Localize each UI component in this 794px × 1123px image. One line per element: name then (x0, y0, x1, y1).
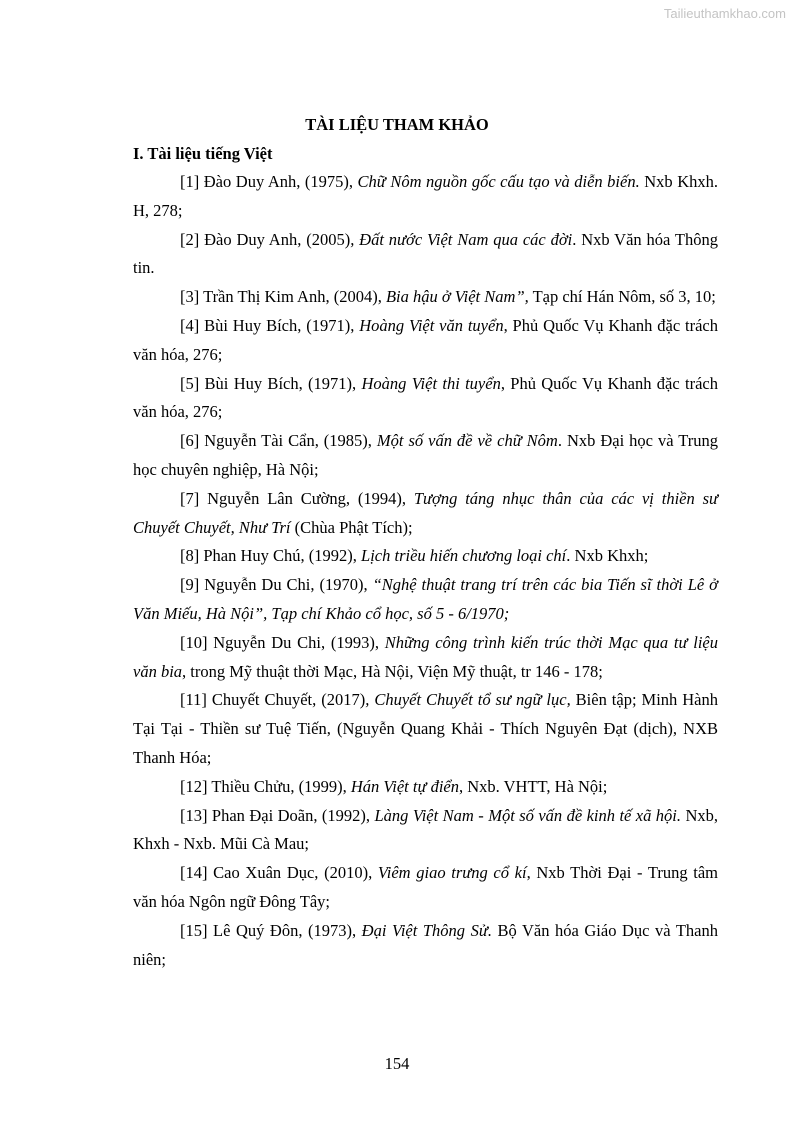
reference-item (133, 226, 718, 284)
reference-text: [14] Cao Xuân Dục, (2010), (180, 863, 378, 883)
reference-title: Tượng táng nhục thân của các vị thiền sư Chuyết Chuyết, Như Trí (133, 488, 719, 537)
reference-text: [4] Bùi Huy Bích, (1971), (180, 315, 360, 335)
reference-title: Hoàng Việt thi tuyển (361, 373, 501, 393)
reference-item (133, 629, 718, 687)
reference-text: Bộ Văn hóa Giáo Dục và Thanh niên; (133, 920, 718, 969)
reference-text: [13] Phan Đại Doãn, (1992), (180, 805, 375, 825)
reference-text: [12] Thiều Chửu, (1999), (180, 776, 351, 796)
reference-title: Một số vấn đề về chữ Nôm (376, 431, 558, 451)
reference-item (133, 571, 718, 629)
reference-text: [2] Đào Duy Anh, (2005) (180, 229, 351, 249)
reference-title: Hoàng Việt văn tuyển (359, 315, 504, 335)
reference-title: Chữ Nôm nguồn gốc cấu tạo và diễn biến. (357, 172, 640, 191)
reference-text: . Nxb Văn hóa Thông tin. (133, 229, 718, 278)
reference-title: Đại Việt Thông Sử. (361, 920, 492, 940)
reference-text: (Chùa Phật Tích); (290, 517, 413, 537)
reference-item (133, 917, 718, 975)
reference-item (133, 859, 718, 917)
reference-item (133, 168, 718, 226)
reference-text: , Phủ Quốc Vụ Khanh đặc trách văn hóa, 276; (133, 373, 718, 422)
reference-text: , trong Mỹ thuật thời Mạc, Hà Nội, Viện Mỹ thuật, tr 146 - 178; (182, 661, 603, 681)
reference-title: “Nghệ thuật trang trí trên các bia Tiến sĩ thời Lê ở Văn Miếu, Hà Nội”, Tạp chí Khảo cổ học, số 5 - 6/1970; (133, 575, 718, 623)
section-heading: I. Tài liệu tiếng Việt (133, 144, 273, 163)
reference-item (133, 427, 718, 485)
reference-item (133, 542, 718, 571)
reference-text: [9] Nguyễn Du Chi, (1970), (180, 575, 373, 595)
reference-item (133, 773, 718, 802)
page-number: 154 (384, 1054, 410, 1073)
reference-text: [6] Nguyễn Tài Cẩn, (1985), (180, 431, 377, 451)
reference-text: Nxb, Khxh - Nxb. Mũi Cà Mau; (133, 805, 719, 854)
reference-text: Nxb Khxh. H, 278; (133, 172, 718, 220)
reference-text: [10] Nguyễn Du Chi, (1993), (180, 632, 385, 652)
reference-item (133, 686, 718, 772)
reference-text: [15] Lê Quý Đôn, (1973), (180, 920, 362, 940)
reference-item (133, 283, 718, 312)
reference-text: , Phủ Quốc Vụ Khanh đặc trách văn hóa, 276; (133, 315, 718, 364)
reference-list (133, 168, 718, 974)
reference-text: [8] Phan Huy Chú, (1992), (180, 546, 362, 566)
reference-text: [5] Bùi Huy Bích, (1971), (180, 373, 362, 393)
reference-text: . Nxb Đại học và Trung học chuyên nghiệp, Hà Nội; (133, 431, 718, 479)
reference-title: Những công trình kiến trúc thời Mạc qua tư liệu văn bia (133, 632, 718, 681)
watermark: Tailieuthamkhao.com (663, 6, 786, 21)
reference-text: [11] Chuyết Chuyết, (2017) (180, 690, 366, 710)
reference-text: , Nxb. VHTT, Hà Nội; (459, 776, 608, 796)
reference-text: Biên tập; Minh Hành Tại Tại - Thiền sư Tuệ Tiến, (Nguyễn Quang Khải - Thích Nguyên Đạt (dịch), NXB Thanh Hóa; (133, 690, 718, 767)
reference-title: Viêm giao trưng cổ kí (377, 863, 527, 883)
page-title: TÀI LIỆU THAM KHẢO (305, 115, 489, 134)
reference-title: Hán Việt tự điển (350, 776, 460, 796)
reference-text: [7] Nguyễn Lân Cường, (1994), (180, 488, 414, 508)
reference-text: [3] Trần Thị Kim Anh, (2004), (180, 287, 386, 307)
reference-text: , Nxb Thời Đại - Trung tâm văn hóa Ngôn ngữ Đông Tây; (133, 863, 718, 911)
reference-title: , Đất nước Việt Nam qua các đời (350, 229, 573, 249)
reference-title: Bia hậu ở Việt Nam”, (385, 287, 529, 307)
reference-item (133, 312, 718, 370)
reference-title: , Chuyết Chuyết tổ sư ngữ lục, (365, 690, 571, 710)
reference-item (133, 370, 718, 428)
reference-text: [1] Đào Duy Anh, (1975), (180, 172, 358, 191)
reference-text: Tạp chí Hán Nôm, số 3, 10; (528, 287, 716, 307)
reference-item (133, 485, 718, 543)
reference-text: . Nxb Khxh; (566, 546, 649, 566)
reference-item (133, 802, 718, 860)
reference-title: Lịch triều hiến chương loại chí (361, 546, 567, 566)
reference-title: Làng Việt Nam - Một số vấn đề kinh tế xã hội. (374, 805, 682, 825)
